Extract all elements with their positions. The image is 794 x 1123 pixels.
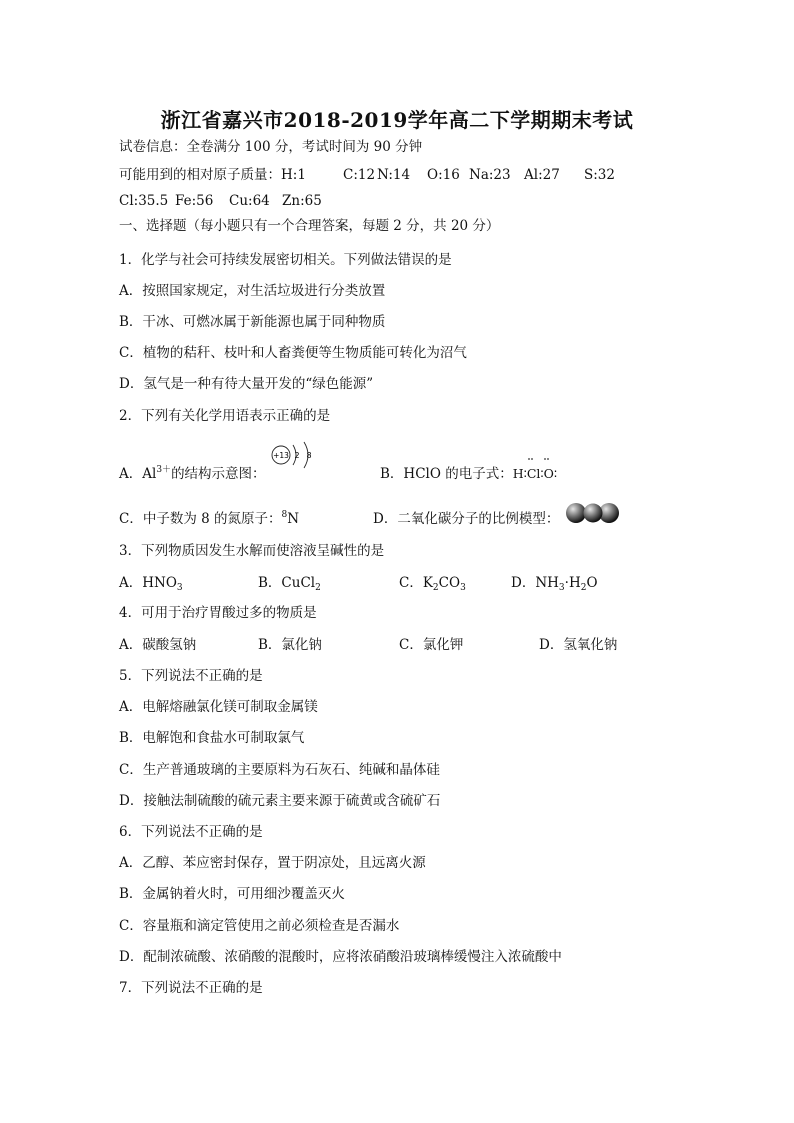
ion-structure-diagram: [268, 438, 322, 474]
q7-stem: 7．下列说法不正确的是: [119, 980, 263, 996]
shell-1-electrons: 2: [294, 451, 300, 460]
q6-stem: 6．下列说法不正确的是: [119, 824, 263, 840]
q5-option-c: C．生产普通玻璃的主要原料为石灰石、纯碱和晶体硅: [119, 762, 440, 778]
exam-info: 试卷信息：全卷满分 100 分，考试时间为 90 分钟: [119, 139, 423, 155]
q2-c-text: C．中子数为 8 的氮原子：: [119, 511, 282, 527]
q3-option-d: D．$NH_3\cdot H_2O$: [511, 575, 598, 593]
q3-stem: 3．下列物质因发生水解而使溶液呈碱性的是: [119, 543, 385, 559]
q4-option-d: D．氢氧化钠: [539, 637, 618, 653]
mass-n: N:14: [377, 167, 411, 183]
mass-na: Na:23: [469, 167, 511, 183]
q2-option-d: D．二氧化碳分子的比例模型：: [373, 511, 560, 527]
q1-option-d: D．氢气是一种有待大量开发的“绿色能源”: [119, 376, 374, 392]
q3-option-a: A．$HNO_3$: [119, 575, 183, 593]
q5-option-d: D．接触法制硫酸的硫元素主要来源于硫黄或含硫矿石: [119, 793, 441, 809]
q4-option-b: B．氯化钠: [258, 637, 322, 653]
q6-option-d: D．配制浓硫酸、浓硝酸的混酸时，应将浓硝酸沿玻璃棒缓慢注入浓硫酸中: [119, 949, 562, 965]
q6-option-c: C．容量瓶和滴定管使用之前必须检查是否漏水: [119, 918, 400, 934]
atom-sphere-center: [584, 504, 603, 523]
q2-a-charge: 3＋: [156, 465, 172, 475]
co2-space-filling-model: [565, 501, 621, 525]
q1-stem: 1．化学与社会可持续发展密切相关。下列做法错误的是: [119, 252, 452, 268]
q2-c-symbol: N: [287, 511, 300, 527]
q2-stem: 2．下列有关化学用语表示正确的是: [119, 408, 331, 424]
section-heading: 一、选择题（每小题只有一个合理答案，每题 2 分，共 20 分）: [119, 218, 500, 234]
q5-stem: 5．下列说法不正确的是: [119, 668, 263, 684]
q5-option-a: A．电解熔融氯化镁可制取金属镁: [119, 699, 318, 715]
mass-fe: Fe:56: [175, 193, 214, 209]
atom-sphere-left: [566, 503, 586, 523]
q1-option-c: C．植物的秸秆、枝叶和人畜粪便等生物质能可转化为沼气: [119, 345, 467, 361]
q1-option-a: A．按照国家规定，对生活垃圾进行分类放置: [119, 283, 386, 299]
mass-h: H:1: [281, 167, 306, 183]
atomic-masses-row2: [119, 193, 322, 209]
q2-option-b: [380, 466, 557, 482]
q4-stem: 4．可用于治疗胃酸过多的物质是: [119, 605, 317, 621]
shell-2-electrons: 8: [306, 451, 312, 460]
page-title: 浙江省嘉兴市2018-2019学年高二下学期期末考试: [160, 108, 634, 132]
mass-zn: Zn:65: [282, 193, 322, 209]
mass-al: Al:27: [524, 167, 560, 183]
q6-option-b: B．金属钠着火时，可用细沙覆盖灭火: [119, 886, 345, 902]
mass-o: O:16: [427, 167, 460, 183]
q1-option-b: B．干冰、可燃冰属于新能源也属于同种物质: [119, 314, 386, 330]
electron-dots-top: [520, 454, 560, 466]
q4-option-c: C．氯化钾: [399, 637, 464, 653]
q6-option-a: A．乙醇、苯应密封保存，置于阴凉处，且远离火源: [119, 855, 426, 871]
mass-cl: Cl:35.5: [119, 193, 169, 209]
atomic-masses-row1: [119, 167, 615, 183]
q2-a-symbol: A．Al: [119, 466, 157, 482]
hclo-electron-formula: H∶Cl∶O∶: [512, 466, 558, 481]
q2-b-text: B．HClO 的电子式：: [380, 466, 513, 482]
q3-option-c: C．$K_2CO_3$: [399, 575, 466, 593]
q2-c-mass-number: 8: [281, 510, 288, 520]
mass-cu: Cu:64: [229, 193, 270, 209]
q2-a-text: 的结构示意图：: [171, 466, 266, 482]
q4-option-a: A．碳酸氢钠: [119, 637, 197, 653]
q3-option-b: B．CuCl$_2$: [258, 575, 321, 593]
masses-label: 可能用到的相对原子质量：: [119, 167, 281, 183]
mass-s: S:32: [584, 167, 615, 183]
q2-option-a: [119, 466, 266, 482]
q5-option-b: B．电解饱和食盐水可制取氯气: [119, 730, 305, 746]
nucleus-charge: +13: [273, 451, 289, 460]
q2-option-c: [119, 511, 299, 527]
mass-c: C:12: [343, 167, 376, 183]
